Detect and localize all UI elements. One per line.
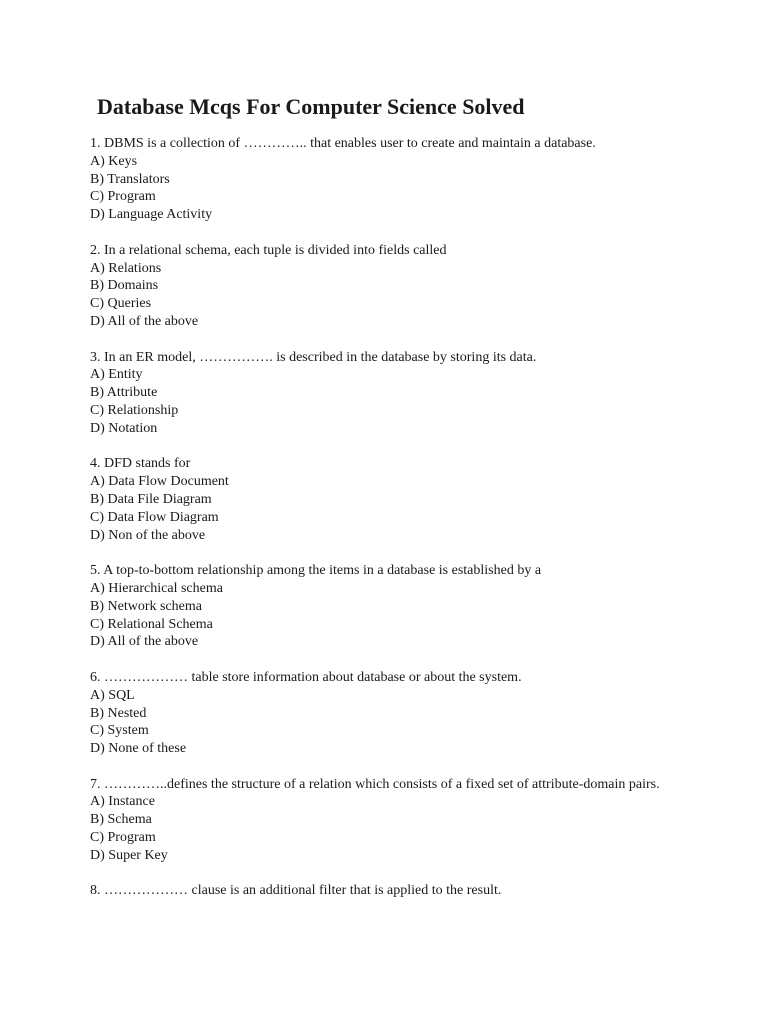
option-text: Keys: [108, 153, 138, 169]
question-text: In a relational schema, each tuple is divided into fields called: [104, 242, 447, 258]
answer-options: [90, 580, 690, 651]
answer-option: [90, 491, 690, 509]
answer-options: [90, 260, 690, 331]
question-text-line: [90, 882, 690, 900]
option-letter: B): [90, 278, 104, 294]
answer-option: [90, 633, 690, 651]
question-number: 8.: [90, 883, 101, 899]
option-text: Nested: [107, 705, 147, 721]
answer-option: [90, 722, 690, 740]
option-letter: C): [90, 296, 104, 312]
option-letter: B): [90, 705, 104, 721]
question-item: [90, 349, 690, 438]
option-letter: C): [90, 189, 104, 205]
option-text: Data Flow Document: [108, 474, 229, 490]
option-letter: C): [90, 616, 104, 632]
option-letter: D): [90, 847, 105, 863]
question-item: [90, 882, 690, 900]
option-text: Non of the above: [108, 527, 206, 543]
question-item: [90, 242, 690, 331]
option-text: SQL: [108, 687, 135, 703]
option-letter: A): [90, 153, 105, 169]
answer-option: [90, 277, 690, 295]
question-text: ……………… table store information about database or about the system.: [104, 669, 522, 685]
option-letter: C): [90, 723, 104, 739]
answer-option: [90, 402, 690, 420]
option-letter: A): [90, 794, 105, 810]
question-text-line: [90, 135, 690, 153]
option-text: Translators: [107, 171, 170, 187]
option-letter: D): [90, 313, 105, 329]
question-text-line: [90, 349, 690, 367]
question-number: 2.: [90, 242, 101, 258]
option-text: Entity: [108, 367, 143, 383]
option-letter: A): [90, 687, 105, 703]
option-text: Domains: [107, 278, 159, 294]
question-item: [90, 669, 690, 758]
question-list: [90, 135, 690, 918]
option-letter: C): [90, 830, 104, 846]
option-text: Relationship: [107, 402, 179, 418]
question-text: A top-to-bottom relationship among the items in a database is established by a: [103, 563, 542, 579]
option-letter: A): [90, 580, 105, 596]
option-letter: D): [90, 527, 105, 543]
option-letter: D): [90, 741, 105, 757]
answer-option: [90, 687, 690, 705]
question-text-line: [90, 242, 690, 260]
option-letter: C): [90, 509, 104, 525]
question-number: 1.: [90, 136, 101, 151]
option-text: Super Key: [108, 847, 168, 863]
option-text: Queries: [107, 296, 152, 312]
question-text-line: [90, 776, 690, 794]
option-text: Hierarchical schema: [108, 580, 223, 596]
answer-option: [90, 206, 690, 224]
question-text-line: [90, 562, 690, 580]
answer-option: [90, 580, 690, 598]
answer-option: [90, 313, 690, 331]
option-text: Instance: [108, 794, 155, 810]
document-title: Database Mcqs For Computer Science Solved: [97, 94, 525, 119]
option-text: System: [107, 723, 149, 739]
answer-option: [90, 473, 690, 491]
answer-option: [90, 740, 690, 758]
option-letter: B): [90, 385, 104, 401]
question-text: DBMS is a collection of ………….. that enables user to create and maintain a database.: [104, 136, 596, 151]
answer-option: [90, 793, 690, 811]
option-text: Program: [107, 830, 156, 846]
option-letter: C): [90, 402, 104, 418]
question-text-line: [90, 455, 690, 473]
question-text-line: [90, 669, 690, 687]
option-letter: B): [90, 598, 104, 614]
answer-options: [90, 366, 690, 437]
question-item: [90, 455, 690, 544]
question-text: ……………… clause is an additional filter that is applied to the result.: [104, 883, 502, 899]
option-letter: B): [90, 812, 104, 828]
option-letter: B): [90, 171, 104, 187]
answer-option: [90, 153, 690, 171]
answer-option: [90, 509, 690, 527]
question-number: 3.: [90, 349, 101, 365]
option-letter: D): [90, 420, 105, 436]
answer-options: [90, 153, 690, 224]
answer-option: [90, 829, 690, 847]
answer-option: [90, 420, 690, 438]
option-text: None of these: [108, 741, 187, 757]
option-letter: D): [90, 207, 105, 223]
option-text: Schema: [107, 812, 152, 828]
answer-option: [90, 847, 690, 865]
answer-option: [90, 188, 690, 206]
option-text: Data File Diagram: [107, 491, 212, 507]
question-text: DFD stands for: [104, 456, 191, 472]
option-text: Relational Schema: [107, 616, 213, 632]
question-number: 4.: [90, 456, 101, 472]
option-text: Data Flow Diagram: [107, 509, 219, 525]
option-text: All of the above: [107, 634, 199, 650]
answer-option: [90, 366, 690, 384]
answer-option: [90, 384, 690, 402]
option-text: Network schema: [107, 598, 202, 614]
option-text: Relations: [108, 260, 162, 276]
question-item: [90, 776, 690, 865]
question-item: [90, 562, 690, 651]
option-text: All of the above: [107, 313, 199, 329]
answer-option: [90, 295, 690, 313]
question-text: In an ER model, ……………. is described in the database by storing its data.: [104, 349, 537, 365]
option-text: Attribute: [106, 385, 158, 401]
answer-option: [90, 527, 690, 545]
answer-option: [90, 171, 690, 189]
option-text: Program: [107, 189, 156, 205]
question-text: …………..defines the structure of a relation which consists of a fixed set of attribute-domain pairs.: [104, 776, 660, 792]
option-text: Language Activity: [108, 207, 213, 223]
answer-options: [90, 473, 690, 544]
question-item: [90, 135, 690, 224]
answer-options: [90, 793, 690, 864]
question-number: 7.: [90, 776, 101, 792]
option-letter: D): [90, 634, 105, 650]
answer-option: [90, 260, 690, 278]
answer-option: [90, 598, 690, 616]
option-letter: A): [90, 474, 105, 490]
answer-option: [90, 616, 690, 634]
question-number: 6.: [90, 669, 101, 685]
option-letter: A): [90, 367, 105, 383]
answer-option: [90, 705, 690, 723]
answer-options: [90, 687, 690, 758]
option-letter: B): [90, 491, 104, 507]
question-number: 5.: [90, 563, 101, 579]
answer-option: [90, 811, 690, 829]
option-letter: A): [90, 260, 105, 276]
option-text: Notation: [108, 420, 158, 436]
